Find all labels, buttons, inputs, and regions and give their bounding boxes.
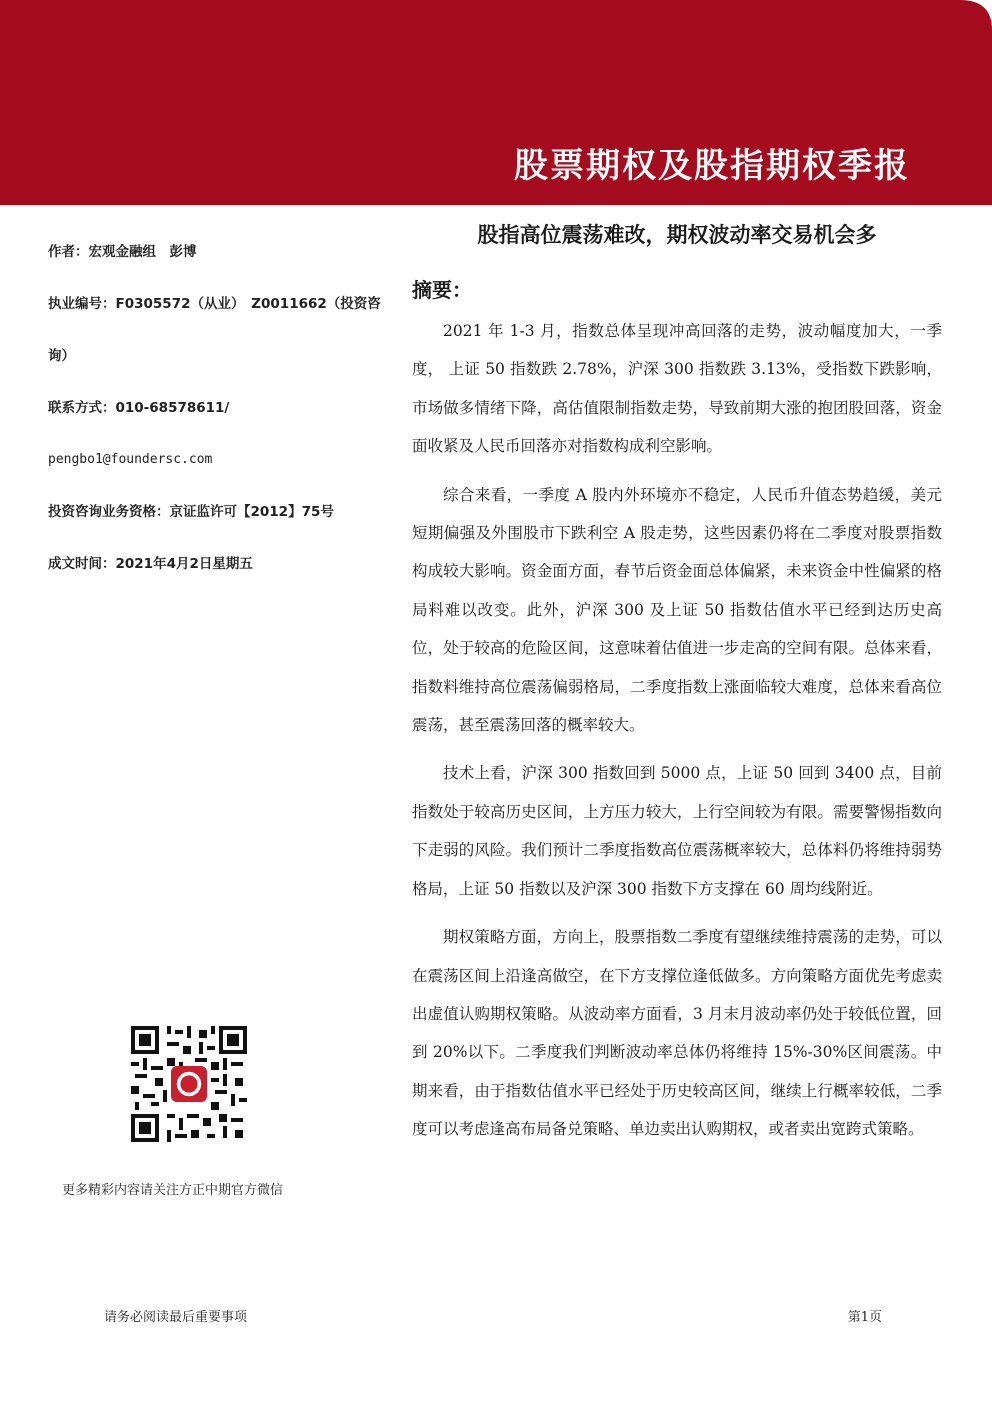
license-line-cont: 询） <box>48 348 75 364</box>
footer-notice: 请务必阅读最后重要事项 <box>104 1310 248 1325</box>
report-title: 股票期权及股指期权季报 <box>514 146 910 186</box>
page-number: 第1页 <box>847 1310 882 1325</box>
abstract-paragraph: 2021 年 1-3 月，指数总体呈现冲高回落的走势，波动幅度加大，一季度， 上证 50 指数跌 2.78%，沪深 300 指数跌 3.13%，受指数下跌影响，市场做多情绪下降，高估值限制指数走势，导致前期大涨的抱团股回落，资金面收紧及人民币回落亦对指数构成利空影响。 <box>412 322 942 456</box>
contact-line: 联系方式：010-68578611/ <box>48 400 230 416</box>
author-line: 作者：宏观金融组 彭博 <box>48 244 197 260</box>
abstract-label: 摘要： <box>412 278 472 302</box>
main-content <box>412 210 942 1159</box>
qr-caption: 更多精彩内容请关注方正中期官方微信 <box>62 1183 284 1198</box>
qualification-line: 投资咨询业务资格：京证监许可【2012】75号 <box>48 504 334 520</box>
wechat-qr-code-icon <box>131 1026 247 1142</box>
date-line: 成文时间：2021年4月2日星期五 <box>48 556 253 572</box>
article-headline: 股指高位震荡难改，期权波动率交易机会多 <box>477 223 877 247</box>
abstract-paragraph: 技术上看，沪深 300 指数回到 5000 点，上证 50 回到 3400 点，目前指数处于较高历史区间，上方压力较大，上行空间较为有限。需要警惕指数向下走弱的风险。我们预计二季度指数高位震荡概率较大，总体料仍将维持弱势格局，上证 50 指数以及沪深 300 指数下方支撑在 60 周均线附近。 <box>412 764 942 898</box>
abstract-paragraph: 综合来看，一季度 A 股内外环境亦不稳定，人民币升值态势趋缓，美元短期偏强及外围股市下跌利空 A 股走势，这些因素仍将在二季度对股票指数构成较大影响。资金面方面，春节后资金面总体偏紧，未来资金中性偏紧的格局料难以改变。此外，沪深 300 及上证 50 指数估值水平已经到达历史高位，处于较高的危险区间，这意味着估值进一步走高的空间有限。总体来看，指数料维持高位震荡偏弱格局，二季度指数上涨面临较大难度，总体来看高位震荡，甚至震荡回落的概率较大。 <box>412 485 942 735</box>
email-line: pengbo1@foundersc.com <box>48 452 213 467</box>
abstract-paragraph: 期权策略方面，方向上，股票指数二季度有望继续维持震荡的走势，可以在震荡区间上沿逢高做空，在下方支撑位逢低做多。方向策略方面优先考虑卖出虚值认购期权策略。从波动率方面看，3 月末月波动率仍处于较低位置，回到 20%以下。二季度我们判断波动率总体仍将维持 15%-30%区间震荡。中期来看，由于指数估值水平已经处于历史较高区间，继续上行概率较低，二季度可以考虑逢高布局备兑策略、单边卖出认购期权，或者卖出宽跨式策略。 <box>412 928 942 1139</box>
license-line: 执业编号：F0305572（从业） Z0011662（投资咨 <box>48 296 381 312</box>
sidebar-info <box>48 232 388 596</box>
